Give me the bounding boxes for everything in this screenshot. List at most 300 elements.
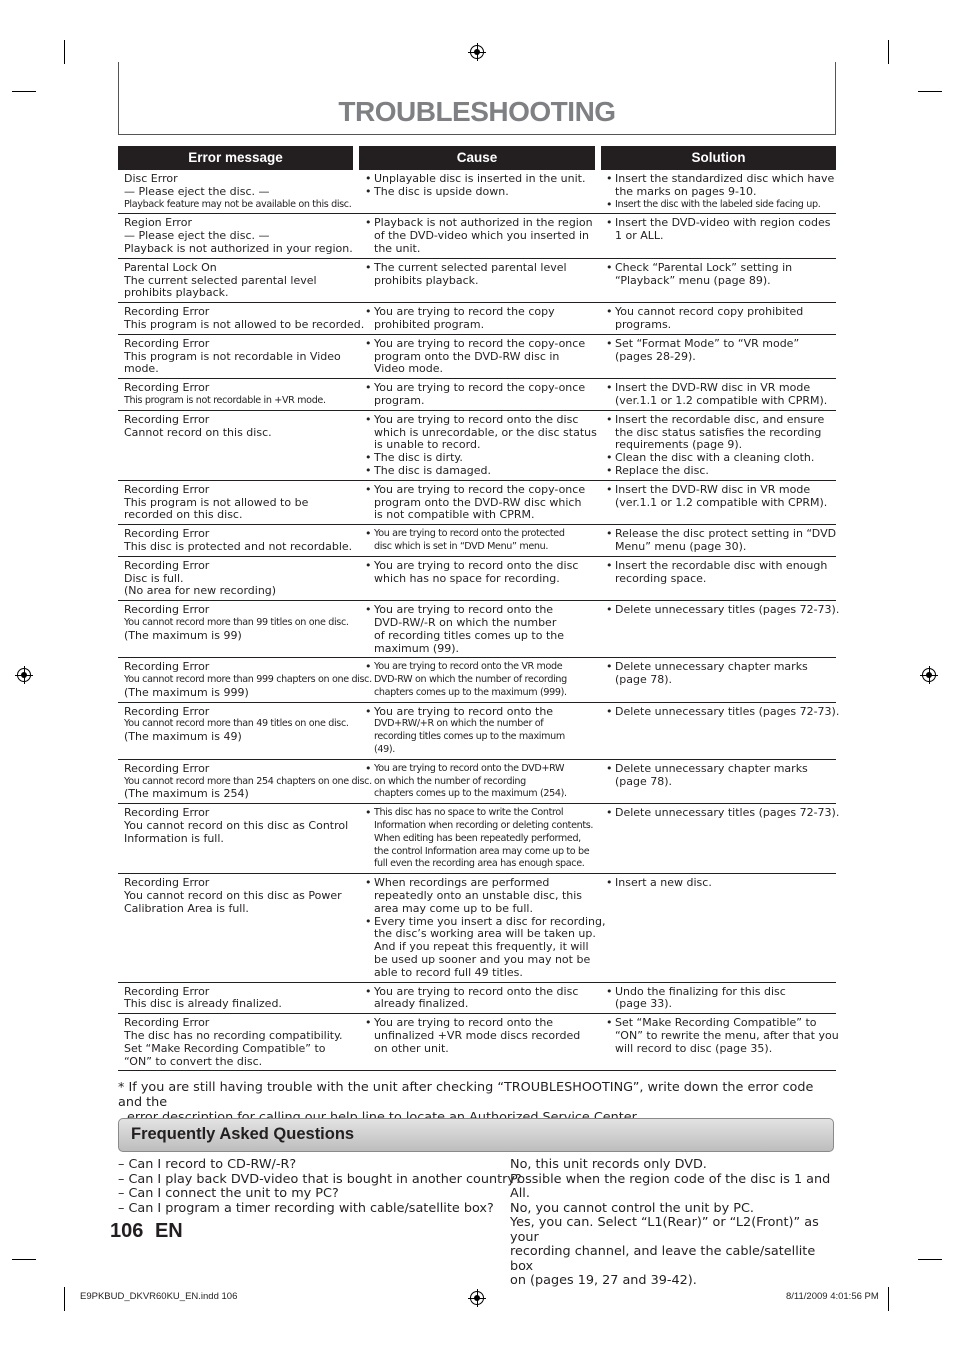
cause-text [374,382,594,408]
solution-line: (ver.1.1 or 1.2 compatible with CPRM). [615,495,828,509]
bullet-icon: • [606,876,613,890]
solution-bullet [606,527,837,554]
cause-bullet [365,560,594,586]
solution-bullet [606,414,830,452]
solution-text [615,199,830,212]
cause-line: Video mode. [374,362,444,376]
solution-line: (pages 28-29). [615,349,696,363]
solution-cell [600,760,836,803]
page-language: EN [154,1220,183,1242]
error-message-line: This disc is already finalized. [124,997,282,1011]
error-message-line: Playback feature may not be available on this disc. [124,198,352,210]
bullet-icon: • [365,806,372,820]
error-message-line: (No area for new recording) [124,584,277,598]
bullet-icon: • [606,1016,613,1030]
bullet-icon: • [606,305,613,319]
faq-answer: Yes, you can. Select “L1(Rear)” or “L2(Front)” as your [510,1215,819,1245]
error-message-line: “ON” to convert the disc. [124,1054,263,1068]
solution-text [615,706,839,719]
cause-line: You are trying to record onto the disc [374,412,579,426]
table-body [118,170,840,1071]
cause-bullet [365,262,594,288]
error-message-cell [118,804,359,873]
error-message-line: Information is full. [124,831,224,845]
cause-cell [359,874,606,981]
solution-line: Delete unnecessary chapter marks [615,761,808,775]
cause-cell [359,259,600,302]
cause-bullet [365,173,594,186]
cause-text [374,338,594,376]
cause-line: which has no space for recording. [374,571,560,585]
bullet-icon: • [606,172,613,185]
error-message-line: Playback is not authorized in your region. [124,241,353,255]
cause-bullet [365,528,594,554]
cause-cell [359,525,600,556]
solution-line: Delete unnecessary titles (pages 72-73). [615,704,840,718]
cause-line: When recordings are performed [374,876,550,890]
faq-answer: No, you cannot control the unit by PC. [510,1200,754,1216]
solution-bullet [606,199,830,212]
cause-bullet [365,604,594,655]
header-error-message: Error message [118,146,353,170]
error-message-line: You cannot record more than 99 titles on one disc. [124,616,349,628]
solution-bullet [606,603,840,617]
solution-cell [600,658,836,701]
error-message-line: Recording Error [124,412,210,426]
solution-line: 1 or ALL. [615,229,664,243]
error-message-line: Parental Lock On [124,260,217,274]
solution-line: “Playback” menu (page 89). [615,273,771,287]
crop-mark [918,1259,942,1260]
bullet-icon: • [606,381,613,395]
cause-line: area may come up to be full. [374,901,533,915]
page-title: TROUBLESHOOTING [338,96,616,127]
footer-file-info: E9PKBUD_DKVR60KU_EN.indd 106 [80,1291,238,1302]
error-message-line: Recording Error [124,336,210,350]
cause-text [374,262,594,288]
solution-text [615,338,830,364]
solution-line: (ver.1.1 or 1.2 compatible with CPRM). [615,393,828,407]
solution-text [615,560,830,586]
bullet-icon: • [606,451,613,465]
cause-line: You are trying to record the copy-once [374,336,586,350]
table-row [118,760,836,804]
error-message-cell [118,379,359,410]
error-message-line: The disc has no recording compatibility. [124,1029,343,1043]
error-message-line: You cannot record more than 49 titles on one disc. [124,718,349,730]
solution-text [615,173,834,199]
error-message-line: Disc Error [124,172,178,185]
faq-answers [510,1158,840,1289]
solution-line: Insert the disc with the labeled side facing up. [615,198,821,210]
solution-text [615,604,839,617]
cause-line: the disc’s working area will be taken up. [374,927,596,941]
registration-mark-icon [470,45,484,59]
bullet-icon: • [365,172,372,185]
bullet-icon: • [365,660,372,674]
error-message-line: Recording Error [124,1016,210,1030]
cause-text [374,706,594,757]
cause-line: on other unit. [374,1041,449,1055]
cause-cell [359,557,600,600]
solution-cell [600,214,836,257]
faq-answer: on (pages 19, 27 and 39-42). [510,1273,697,1288]
cause-line: recording titles comes up to the maximum [374,731,565,743]
error-message-line: The current selected parental level [124,273,317,287]
solution-line: Set “Format Mode” to “VR mode” [615,336,800,350]
error-message-cell [118,658,372,701]
solution-line: Release the disc protect setting in “DVD [615,527,837,541]
cause-line: When editing has been repeatedly performed, [374,832,581,844]
cause-line: You are trying to record onto the [374,603,554,617]
error-message-line: You cannot record on this disc as Control [124,819,349,833]
solution-line: Delete unnecessary chapter marks [615,660,808,674]
error-message-cell [118,983,359,1014]
solution-bullet [606,1016,839,1055]
error-message-line: Set “Make Recording Compatible” to [124,1041,326,1055]
cause-cell [359,170,600,213]
cause-line: Unplayable disc is inserted in the unit. [374,172,586,185]
error-message-line: recorded on this disc. [124,508,243,522]
cause-line: full even the recording area has enough space. [374,858,585,870]
cause-line: the control Information area may come up to be [374,845,590,857]
bullet-icon: • [606,806,613,820]
error-message-cell [118,411,359,480]
solution-text [615,306,830,332]
crop-mark [64,1287,65,1311]
bullet-icon: • [365,216,372,230]
solution-bullet [606,560,830,586]
cause-line: prohibited program. [374,317,485,331]
cause-cell [359,804,600,873]
cause-bullet [365,217,594,255]
solution-cell [600,557,836,600]
error-message-line: You cannot record more than 999 chapters on one disc. [124,674,372,686]
solution-text [615,414,830,452]
error-message-line: Recording Error [124,876,210,890]
solution-text [615,763,830,789]
error-message-line: Recording Error [124,558,210,572]
cause-cell [359,411,600,480]
error-message-cell [118,703,359,759]
cause-text [374,916,606,980]
cause-text [374,604,594,655]
error-message-line: This program is not allowed to be [124,495,309,509]
bullet-icon: • [365,761,372,775]
error-message-cell [118,303,365,334]
cause-line: You are trying to record onto the [374,704,554,718]
crop-mark [12,1259,36,1260]
bullet-icon: • [606,482,613,496]
bullet-icon: • [365,482,372,496]
cause-cell [359,601,600,657]
table-row [118,658,836,702]
solution-line: recording space. [615,571,707,585]
cause-line: Information when recording or deleting contents. [374,820,594,832]
table-row [118,411,836,481]
bullet-icon: • [606,704,613,718]
bullet-icon: • [365,451,372,465]
solution-line: Insert the recordable disc, and ensure [615,412,825,426]
solution-line: Menu” menu (page 30). [615,539,747,553]
table-header [118,146,836,170]
error-message-cell [118,1014,359,1070]
solution-line: requirements (page 9). [615,438,743,452]
cause-bullet [365,763,594,801]
cause-line: of recording titles comes up to the [374,628,565,642]
solution-cell [600,874,836,981]
solution-text [615,217,830,243]
header-cause: Cause [359,146,595,170]
error-message-line: (The maximum is 49) [124,730,242,744]
error-message-line: Recording Error [124,660,210,674]
solution-cell [600,411,836,480]
cause-line: the unit. [374,241,421,255]
cause-bullet [365,338,594,376]
cause-line: You are trying to record onto the DVD+RW [374,762,565,774]
solution-line: Insert the recordable disc with enough [615,558,828,572]
page-number [110,1220,183,1243]
bullet-icon: • [365,603,372,617]
solution-bullet [606,382,830,408]
error-message-line: mode. [124,362,159,376]
cause-line: You are trying to record onto the disc [374,984,579,998]
bullet-icon: • [365,876,372,890]
table-row [118,303,836,335]
solution-text [615,877,830,890]
cause-text [374,186,594,199]
cause-bullet [365,382,594,408]
solution-bullet [606,172,835,199]
solution-line: the marks on pages 9-10. [615,184,757,198]
solution-bullet [606,704,840,719]
error-message-line: This program is not recordable in Video [124,349,341,363]
error-message-line: Recording Error [124,527,210,541]
cause-text [374,877,594,915]
bullet-icon: • [365,914,372,928]
cause-bullet [365,986,594,1012]
registration-mark-icon [17,668,31,682]
solution-line: the disc status satisfies the recording [615,425,822,439]
solution-bullet [606,217,830,243]
cause-text [374,763,594,801]
table-row [118,804,840,874]
table-row [118,703,840,760]
cause-text [374,217,594,255]
bullet-icon: • [365,184,372,198]
solution-line: programs. [615,317,672,331]
table-row [118,170,836,214]
solution-text [615,661,830,687]
cause-line: DVD+RW/+R on which the number of [374,718,544,730]
bullet-icon: • [606,336,613,350]
error-message-cell [118,481,359,524]
bullet-icon: • [606,558,613,572]
cause-cell [359,214,600,257]
solution-line: Undo the finalizing for this disc [615,984,786,998]
faq-questions [118,1158,522,1216]
bullet-icon: • [606,984,613,998]
cause-line: This disc has no space to write the Control [374,807,564,819]
error-message-cell [118,259,359,302]
bullet-icon: • [365,381,372,395]
solution-bullet [606,338,830,364]
solution-cell [600,703,840,759]
cause-line: And if you repeat this frequently, it will [374,940,589,954]
error-message-line: (The maximum is 99) [124,628,242,642]
error-message-cell [118,601,359,657]
footer-timestamp: 8/11/2009 4:01:56 PM [786,1291,879,1302]
cause-line: The disc is dirty. [374,451,463,465]
table-row [118,335,836,379]
cause-cell [359,983,600,1014]
table-row [118,525,836,557]
error-message-line: — Please eject the disc. — [124,229,270,243]
error-message-line: (The maximum is 254) [124,787,249,801]
solution-bullet [606,262,830,288]
cause-line: is unable to record. [374,438,481,452]
error-message-cell [118,525,359,556]
solution-cell [600,170,836,213]
solution-line: Insert the DVD-RW disc in VR mode [615,381,811,395]
registration-mark-icon [470,1291,484,1305]
solution-line: Replace the disc. [615,463,709,477]
table-row [118,557,836,601]
error-message-cell [118,335,359,378]
cause-bullet [365,661,594,699]
solution-line: (page 33). [615,997,673,1011]
bullet-icon: • [606,260,613,274]
solution-line: Check “Parental Lock” setting in [615,260,793,274]
cause-line: Every time you insert a disc for recording, [374,914,606,928]
solution-text [615,465,830,478]
crop-mark [64,40,65,64]
error-message-line: Cannot record on this disc. [124,425,272,439]
error-message-line: This program is not recordable in +VR mode. [124,394,326,406]
cause-line: DVD-RW on which the number of recording [374,674,567,686]
faq-question: – Can I record to CD-RW/-R? [118,1157,297,1172]
cause-line: prohibits playback. [374,273,479,287]
cause-line: The current selected parental level [374,260,567,274]
solution-line: (page 78). [615,774,673,788]
faq-answer: Possible when the region code of the disc is 1 and All. [510,1171,831,1201]
error-message-line: Recording Error [124,482,210,496]
solution-line: Insert the DVD-video with region codes [615,216,831,230]
cause-line: You are trying to record onto the VR mode [374,661,563,673]
cause-line: The disc is upside down. [374,184,509,198]
header-solution: Solution [601,146,836,170]
solution-line: Insert the standardized disc which have [615,172,835,185]
bullet-icon: • [365,1016,372,1030]
solution-line: “ON” to rewrite the menu, after that you [615,1029,839,1043]
table-row [118,214,836,258]
cause-bullet [365,484,594,522]
solution-bullet [606,484,830,510]
bullet-icon: • [365,704,372,718]
error-message-line: Recording Error [124,984,210,998]
cause-line: disc which is set in “DVD Menu” menu. [374,540,549,552]
faq-answer: No, this unit records only DVD. [510,1157,707,1172]
solution-cell [600,303,836,334]
cause-line: You are trying to record onto the protected [374,528,565,540]
cause-cell [359,379,600,410]
cause-bullet [365,412,597,452]
faq-title: Frequently Asked Questions [131,1125,355,1143]
bullet-icon: • [606,603,613,617]
cause-line: of the DVD-video which you inserted in [374,229,590,243]
solution-cell [600,804,840,873]
cause-line: repeatedly onto an unstable disc, this [374,889,583,903]
cause-cell [359,1014,600,1070]
cause-bullet [365,877,594,915]
cause-cell [359,481,600,524]
faq-question: – Can I play back DVD-video that is bought in another country? [118,1171,522,1187]
bullet-icon: • [606,463,613,477]
cause-line: program onto the DVD-RW disc in [374,349,560,363]
note-line-1: * If you are still having trouble with the unit after checking “TROUBLESHOOTING”, write down the error code and the [118,1080,814,1110]
bullet-icon: • [365,984,372,998]
cause-line: You are trying to record the copy-once [374,482,586,496]
solution-cell [600,335,836,378]
faq-section-header [118,1118,834,1152]
cause-line: You are trying to record onto the disc [374,558,579,572]
solution-bullet [606,877,830,890]
cause-bullet [365,465,594,478]
cause-line: program. [374,393,425,407]
solution-cell [600,1014,839,1070]
cause-text [374,807,594,871]
table-row [118,1014,839,1071]
table-row [118,874,836,982]
cause-text [374,560,594,586]
cause-text [374,1017,594,1055]
cause-line: (49). [374,744,395,756]
cause-line: The disc is damaged. [374,463,491,477]
faq-question: – Can I program a timer recording with cable/satellite box? [118,1200,494,1216]
error-message-line: This disc is protected and not recordable. [124,539,353,553]
error-message-cell [118,557,359,600]
solution-line: Set “Make Recording Compatible” to [615,1016,817,1030]
cause-line: be used up sooner and you may not be [374,953,591,967]
cause-line: which is unrecordable, or the disc status [374,425,597,439]
cause-text [374,528,594,554]
table-row [118,259,836,303]
error-message-line: — Please eject the disc. — [124,184,270,198]
cause-line: maximum (99). [374,641,459,655]
faq-answer: recording channel, and leave the cable/satellite box [510,1244,816,1274]
solution-line: Insert a new disc. [615,876,712,890]
bullet-icon: • [606,197,613,211]
troubleshooting-table [118,146,840,1071]
bullet-icon: • [365,260,372,274]
solution-bullet [606,806,840,820]
solution-text [615,262,830,288]
cause-bullet [365,914,606,980]
solution-bullet [606,306,830,332]
cause-line: able to record full 49 titles. [374,965,523,979]
cause-line: You are trying to record the copy-once [374,381,586,395]
solution-cell [600,481,836,524]
cause-line: Playback is not authorized in the region [374,216,593,230]
cause-line: already finalized. [374,997,469,1011]
cause-bullet [365,186,594,199]
cause-text [374,465,594,478]
crop-mark [12,91,36,92]
bullet-icon: • [365,463,372,477]
solution-cell [600,259,836,302]
cause-text [374,173,594,186]
error-message-line: Recording Error [124,305,210,319]
